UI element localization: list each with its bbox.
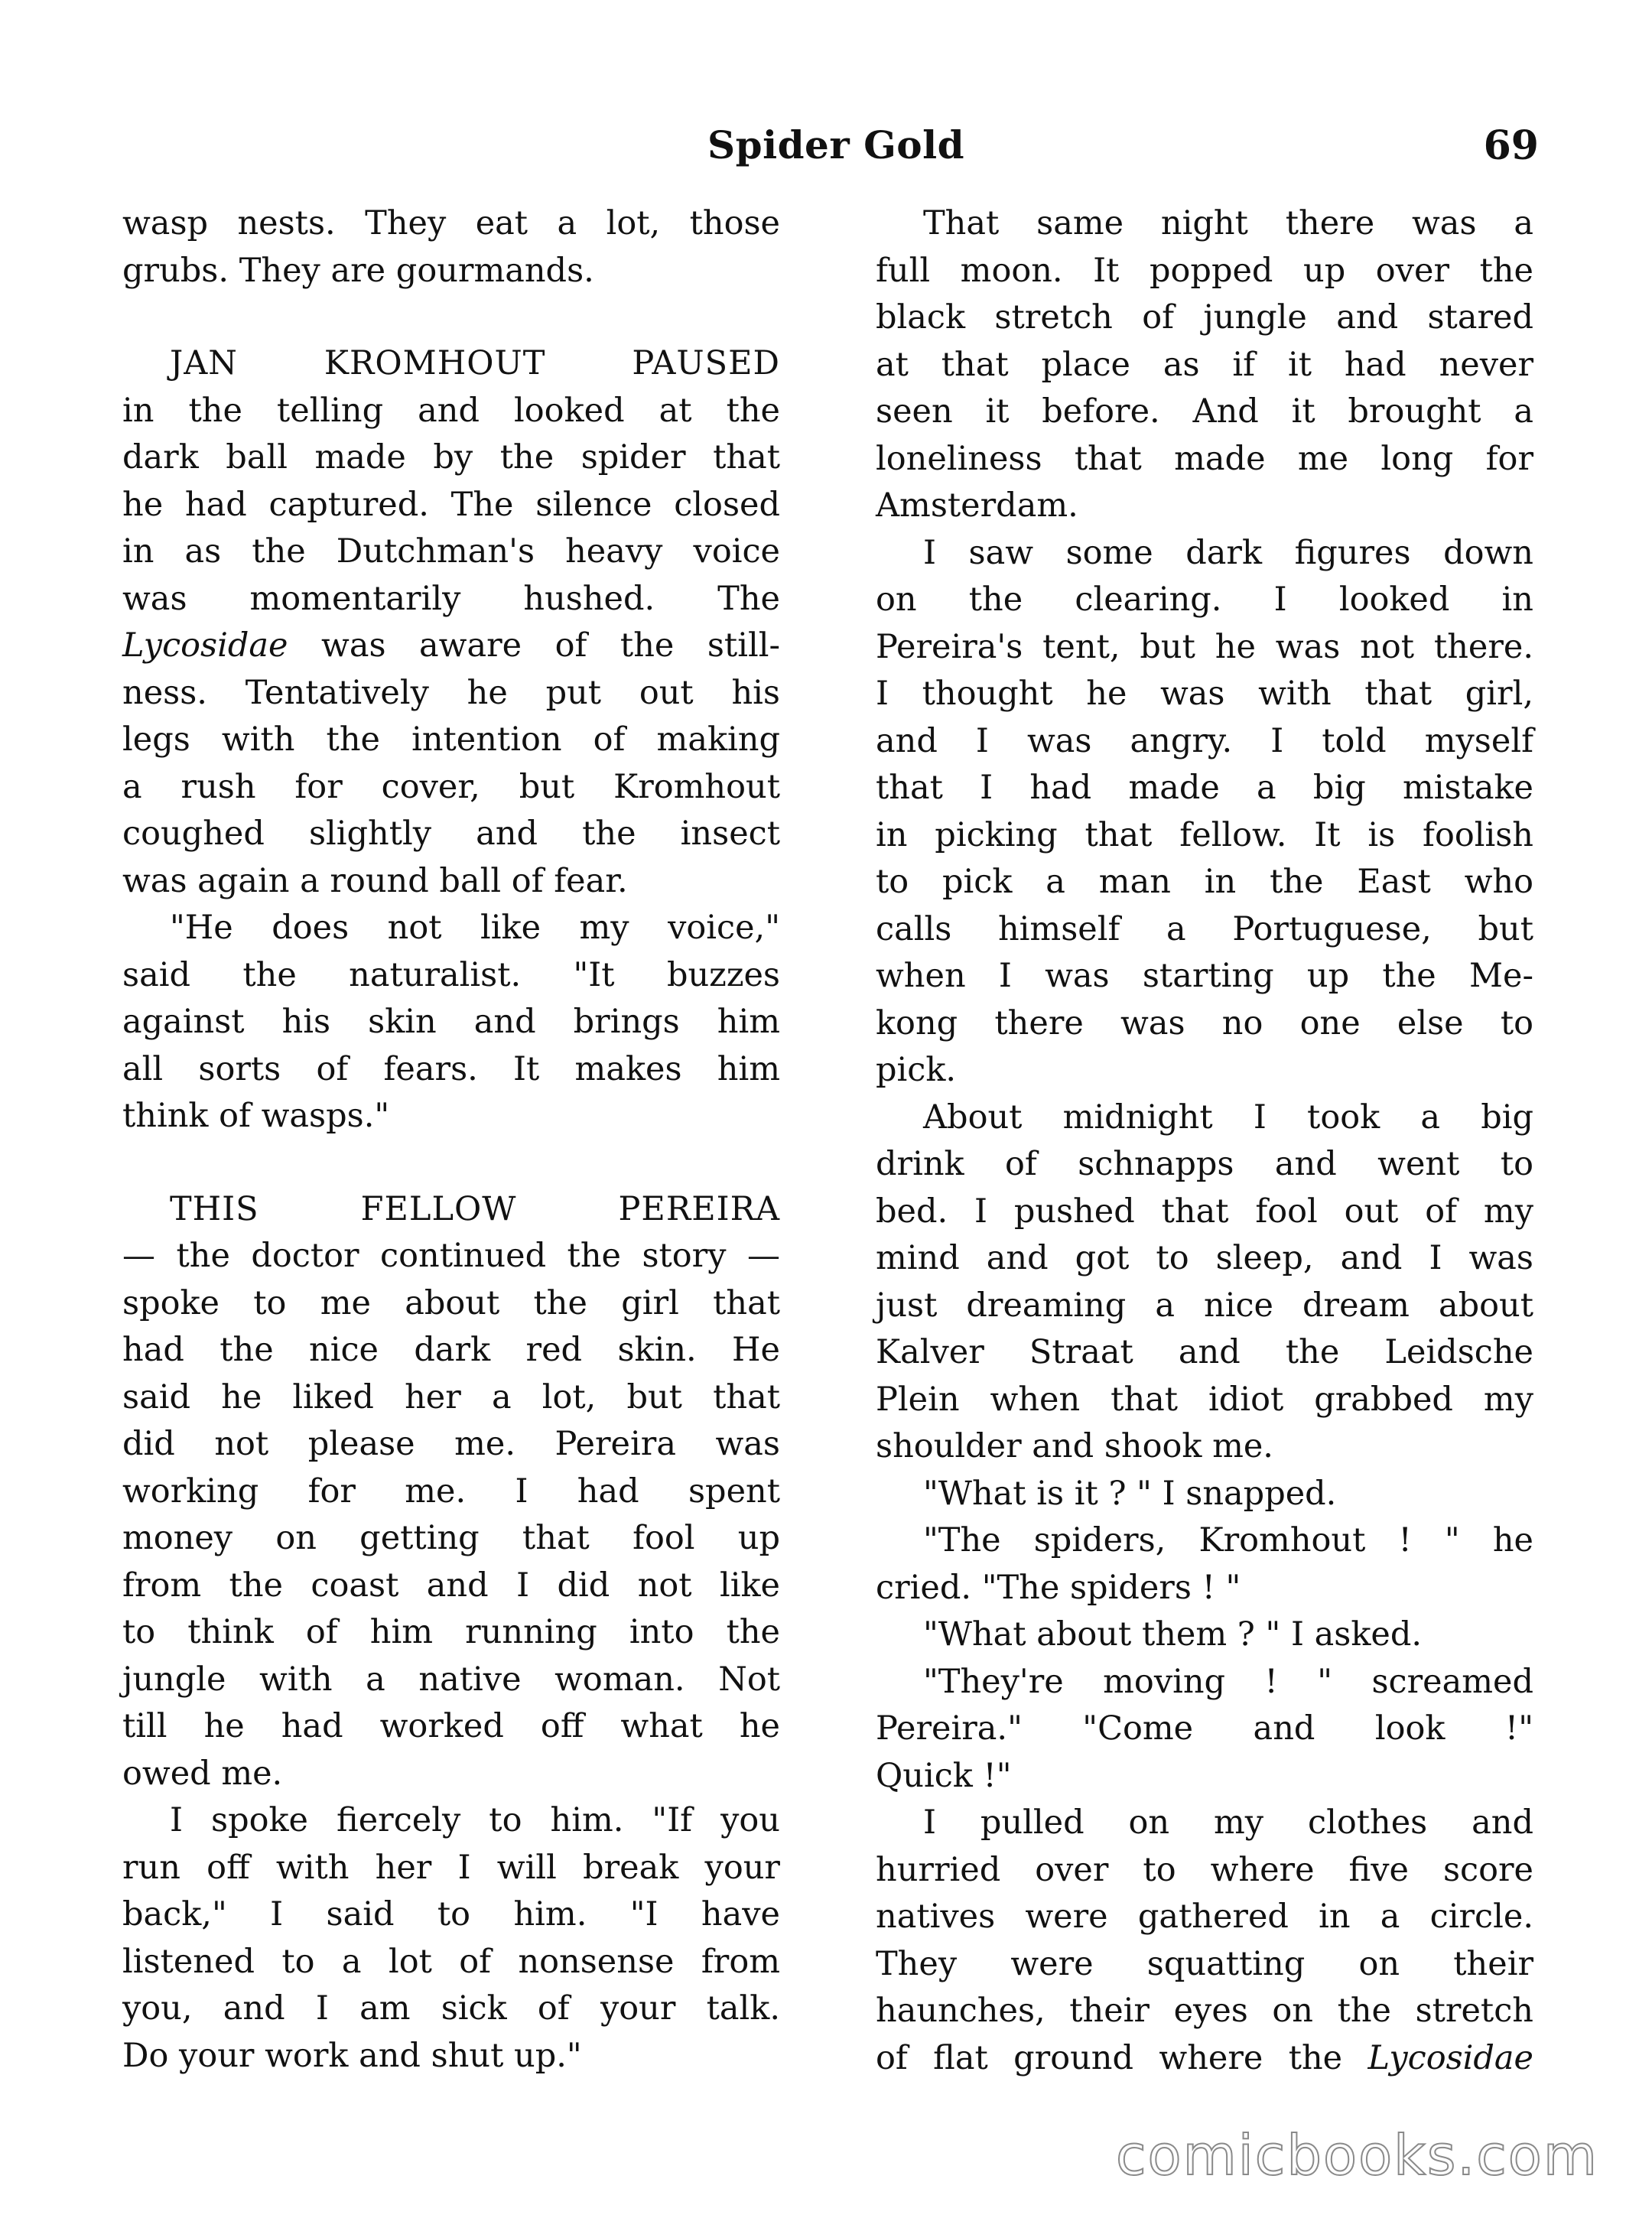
text-line: I thought he was with that girl, bbox=[876, 675, 1533, 713]
text-line: shoulder and shook me. bbox=[876, 1427, 1273, 1465]
text-line: "They're moving ! " screamed bbox=[923, 1662, 1533, 1701]
section-lead-line: JAN KROMHOUT PAUSED bbox=[170, 344, 780, 382]
text-line: Pereira's tent, but he was not there. bbox=[876, 627, 1533, 666]
paragraph bbox=[876, 1094, 1533, 1471]
text-line: on the clearing. I looked in bbox=[876, 581, 1533, 619]
text-line: black stretch of jungle and stared bbox=[876, 298, 1533, 337]
paragraph bbox=[876, 1471, 1533, 1518]
page-header bbox=[0, 122, 1652, 184]
text-fragment: of flat ground where the bbox=[876, 2038, 1343, 2077]
text-line: ness. Tentatively he put out his bbox=[122, 673, 780, 712]
text-line: Pereira." "Come and look !" bbox=[876, 1709, 1533, 1748]
text-line: to think of him running into the bbox=[122, 1613, 780, 1651]
text-line: when I was starting up the Me- bbox=[876, 957, 1533, 995]
text-line: in picking that fellow. It is foolish bbox=[876, 815, 1533, 854]
paragraph bbox=[876, 530, 1533, 1094]
paragraph bbox=[122, 200, 780, 294]
text-line: was again a round ball of fear. bbox=[122, 861, 628, 900]
text-line: I pulled on my clothes and bbox=[923, 1803, 1533, 1842]
text-line: That same night there was a bbox=[923, 204, 1533, 242]
text-line: natives were gathered in a circle. bbox=[876, 1898, 1533, 1936]
text-line: I saw some dark figures down bbox=[923, 533, 1533, 572]
left-column bbox=[122, 200, 780, 2080]
text-line: jungle with a native woman. Not bbox=[122, 1660, 780, 1699]
text-line: Plein when that idiot grabbed my bbox=[876, 1380, 1533, 1419]
text-line: and I was angry. I told myself bbox=[876, 721, 1533, 760]
text-line: said he liked her a lot, but that bbox=[122, 1377, 780, 1416]
text-line: listened to a lot of nonsense from bbox=[122, 1942, 780, 1981]
text-line: grubs. They are gourmands. bbox=[122, 251, 594, 290]
text-line: against his skin and brings him bbox=[122, 1003, 780, 1041]
paragraph bbox=[122, 905, 780, 1140]
text-line: "The spiders, Kromhout ! " he bbox=[923, 1521, 1533, 1559]
right-column bbox=[876, 200, 1533, 2082]
text-line: you, and I am sick of your talk. bbox=[122, 1989, 780, 2028]
text-line: legs with the intention of making bbox=[122, 720, 780, 759]
text-line: spoke to me about the girl that bbox=[122, 1283, 780, 1322]
section-lead-line: THIS FELLOW PEREIRA bbox=[170, 1189, 780, 1228]
text-line: Amsterdam. bbox=[876, 486, 1078, 525]
text-line: just dreaming a nice dream about bbox=[876, 1286, 1533, 1325]
text-line: a rush for cover, but Kromhout bbox=[122, 767, 780, 806]
text-line: in the telling and looked at the bbox=[122, 391, 780, 430]
text-line: pick. bbox=[876, 1051, 957, 1089]
species-name: Lycosidae bbox=[1367, 2038, 1534, 2077]
text-line: coughed slightly and the insect bbox=[122, 815, 780, 853]
text-line: loneliness that made me long for bbox=[876, 439, 1533, 478]
text-line: calls himself a Portuguese, but bbox=[876, 909, 1533, 948]
text-line: drink of schnapps and went to bbox=[876, 1145, 1533, 1183]
text-line: About midnight I took a big bbox=[923, 1098, 1533, 1137]
text-line: to pick a man in the East who bbox=[876, 863, 1533, 901]
text-line: was momentarily hushed. The bbox=[122, 579, 780, 618]
paragraph bbox=[122, 340, 780, 905]
text-line: he had captured. The silence closed bbox=[122, 485, 780, 524]
text-line: dark ball made by the spider that bbox=[122, 438, 780, 476]
text-line: back," I said to him. "I have bbox=[122, 1895, 780, 1933]
text-line: full moon. It popped up over the bbox=[876, 251, 1533, 290]
text-line: said the naturalist. "It buzzes bbox=[122, 955, 780, 994]
paragraph bbox=[876, 1517, 1533, 1611]
text-line: I spoke fiercely to him. "If you bbox=[170, 1801, 780, 1839]
text-line: kong there was no one else to bbox=[876, 1003, 1533, 1042]
text-line: Kalver Straat and the Leidsche bbox=[876, 1333, 1533, 1371]
text-line: Lycosidae was aware of the still- bbox=[122, 626, 780, 665]
text-line: did not please me. Pereira was bbox=[122, 1425, 780, 1463]
text-line: — the doctor continued the story — bbox=[122, 1237, 780, 1275]
running-title: Spider Gold bbox=[707, 122, 965, 167]
paragraph bbox=[876, 200, 1533, 530]
paragraph bbox=[876, 1611, 1533, 1659]
text-line: from the coast and I did not like bbox=[122, 1566, 780, 1605]
text-line: run off with her I will break your bbox=[122, 1848, 780, 1887]
text-line: cried. "The spiders ! " bbox=[876, 1568, 1241, 1607]
species-name: Lycosidae bbox=[122, 626, 288, 665]
text-line: had the nice dark red skin. He bbox=[122, 1331, 780, 1369]
text-line: They were squatting on their bbox=[876, 1944, 1533, 1983]
text-line: mind and got to sleep, and I was bbox=[876, 1239, 1533, 1277]
text-line: Quick !" bbox=[876, 1756, 1012, 1795]
paragraph bbox=[876, 1800, 1533, 2082]
text-line: that I had made a big mistake bbox=[876, 769, 1533, 807]
text-line: "What is it ? " I snapped. bbox=[923, 1474, 1337, 1513]
text-line: at that place as if it had never bbox=[876, 345, 1533, 384]
text-line: Do your work and shut up." bbox=[122, 2036, 582, 2075]
section-break bbox=[122, 294, 780, 340]
text-line: bed. I pushed that fool out of my bbox=[876, 1192, 1533, 1231]
text-line: think of wasps." bbox=[122, 1097, 390, 1135]
text-line: all sorts of fears. It makes him bbox=[122, 1049, 780, 1088]
paragraph bbox=[122, 1797, 780, 2080]
text-line: seen it before. And it brought a bbox=[876, 392, 1533, 431]
paragraph bbox=[122, 1186, 780, 1798]
paragraph bbox=[876, 1659, 1533, 1800]
text-line: money on getting that fool up bbox=[122, 1519, 780, 1557]
watermark-logo: comicbooks.com bbox=[1115, 2123, 1598, 2187]
text-line: "What about them ? " I asked. bbox=[923, 1615, 1423, 1654]
text-line bbox=[876, 2035, 1533, 2083]
page-number: 69 bbox=[1483, 122, 1539, 169]
text-line: working for me. I had spent bbox=[122, 1472, 780, 1511]
text-line: "He does not like my voice," bbox=[170, 909, 780, 947]
text-line: haunches, their eyes on the stretch bbox=[876, 1992, 1533, 2030]
text-line: owed me. bbox=[122, 1754, 283, 1793]
text-line: in as the Dutchman's heavy voice bbox=[122, 532, 780, 571]
section-break bbox=[122, 1140, 780, 1186]
text-line: till he had worked off what he bbox=[122, 1707, 780, 1745]
text-line: wasp nests. They eat a lot, those bbox=[122, 204, 780, 242]
text-line: hurried over to where five score bbox=[876, 1850, 1533, 1889]
